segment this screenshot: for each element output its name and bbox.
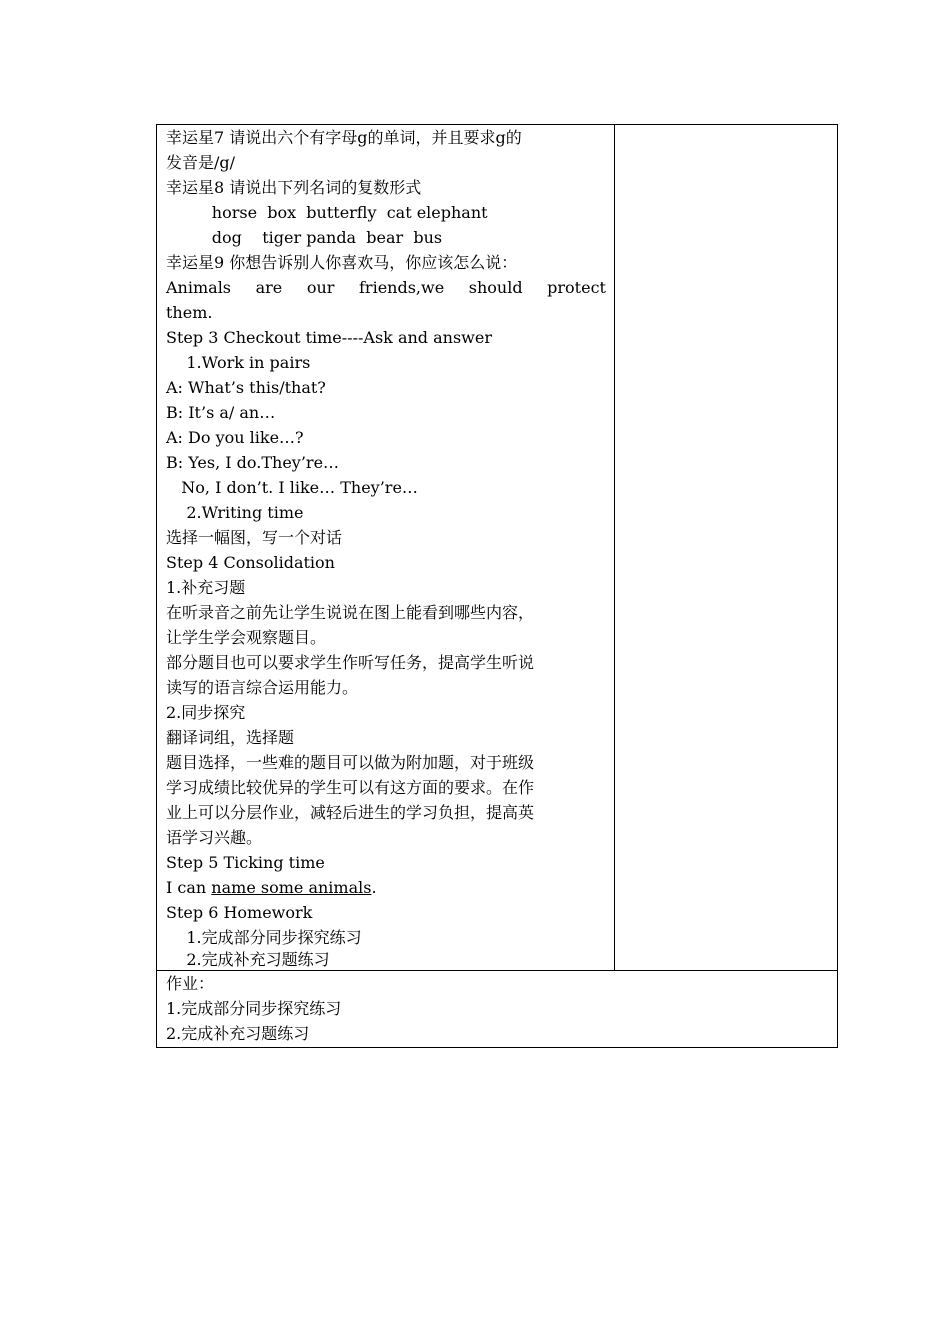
- notes-cell: [615, 125, 837, 970]
- homework-item: 1.完成部分同步探究练习: [166, 999, 342, 1018]
- lesson-table: [156, 124, 838, 1048]
- ican-underlined: name some animals: [211, 878, 372, 897]
- text-line: 语学习兴趣。: [166, 828, 263, 847]
- text-line: dog tiger panda bear bus: [166, 228, 443, 247]
- text-line: 发音是/g/: [166, 153, 236, 172]
- text-line: 学习成绩比较优异的学生可以有这方面的要求。在作: [166, 778, 535, 797]
- text-line: 翻译词组，选择题: [166, 728, 295, 747]
- text-line: Step 5 Ticking time: [166, 853, 325, 872]
- text-line: 选择一幅图，写一个对话: [166, 528, 343, 547]
- text-line: Step 6 Homework: [166, 903, 313, 922]
- word: Animals: [166, 278, 232, 297]
- text-line: 在听录音之前先让学生说说在图上能看到哪些内容，: [166, 603, 535, 622]
- homework-row: [157, 971, 837, 1047]
- text-line: them.: [166, 303, 213, 322]
- animals-sentence: [166, 275, 606, 300]
- procedure-cell: [157, 125, 615, 970]
- text-line: A: Do you like…?: [166, 428, 304, 447]
- text-line: 让学生学会观察题目。: [166, 628, 327, 647]
- homework-title: 作业：: [166, 974, 215, 993]
- word: are: [255, 278, 283, 297]
- text-line: Step 3 Checkout time----Ask and answer: [166, 328, 492, 347]
- text-line: B: Yes, I do.They’re…: [166, 453, 340, 472]
- text-line: 部分题目也可以要求学生作听写任务，提高学生听说: [166, 653, 535, 672]
- text-line: 题目选择，一些难的题目可以做为附加题，对于班级: [166, 753, 535, 772]
- table-row-main: [157, 125, 837, 971]
- ican-sentence: [166, 875, 377, 900]
- word: friends,we: [359, 278, 445, 297]
- text-line: 2.同步探究: [166, 703, 246, 722]
- text-line: Step 4 Consolidation: [166, 553, 335, 572]
- text-line: 1.完成部分同步探究练习: [166, 928, 362, 947]
- text-line: A: What’s this/that?: [166, 378, 326, 397]
- text-line: B: It’s a/ an…: [166, 403, 276, 422]
- text-line: 1.Work in pairs: [166, 353, 311, 372]
- text-line: 1.补充习题: [166, 578, 246, 597]
- text-line: 2.完成补充习题练习: [166, 950, 330, 969]
- text-line: 2.Writing time: [166, 503, 304, 522]
- text-line: horse box butterfly cat elephant: [166, 203, 488, 222]
- word: our: [306, 278, 335, 297]
- text-line: 幸运星9 你想告诉别人你喜欢马，你应该怎么说：: [166, 253, 518, 272]
- word: should: [468, 278, 523, 297]
- text-line: 业上可以分层作业，减轻后进生的学习负担，提高英: [166, 803, 535, 822]
- text-line: 读写的语言综合运用能力。: [166, 678, 359, 697]
- homework-item: 2.完成补充习题练习: [166, 1024, 310, 1043]
- text-line: No, I don’t. I like… They’re…: [166, 478, 418, 497]
- ican-prefix: I can: [166, 878, 212, 897]
- text-line: 幸运星7 请说出六个有字母g的单词，并且要求g的: [166, 128, 522, 147]
- ican-suffix: .: [371, 878, 377, 897]
- text-line: 幸运星8 请说出下列名词的复数形式: [166, 178, 422, 197]
- word: protect: [547, 278, 606, 297]
